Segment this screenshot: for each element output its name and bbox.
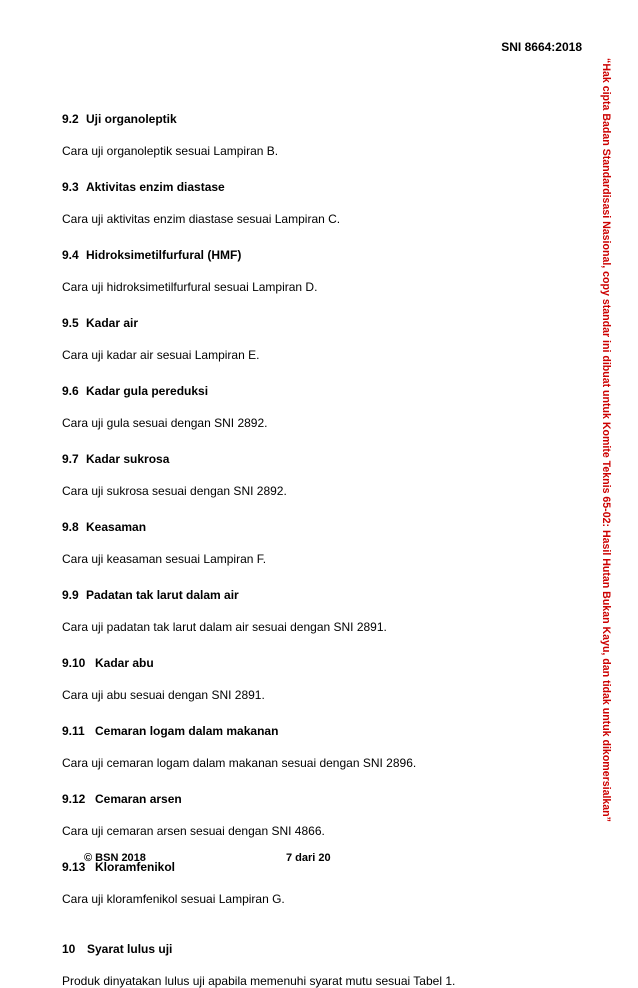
section-text: Cara uji padatan tak larut dalam air sesuai dengan SNI 2891. bbox=[62, 620, 387, 634]
section-title: Cemaran arsen bbox=[95, 792, 182, 806]
section-title: Kloramfenikol bbox=[95, 860, 176, 874]
section-number: 9.6 bbox=[62, 384, 79, 398]
section-heading bbox=[62, 588, 562, 602]
section-number: 9.5 bbox=[62, 316, 79, 330]
section-text: Cara uji aktivitas enzim diastase sesuai Lampiran C. bbox=[62, 212, 341, 226]
section-title: Kadar air bbox=[86, 316, 139, 330]
section-title: Syarat lulus uji bbox=[87, 942, 173, 956]
section-9-11 bbox=[62, 724, 562, 770]
section-number: 9.4 bbox=[62, 248, 79, 262]
section-text: Cara uji abu sesuai dengan SNI 2891. bbox=[62, 688, 265, 702]
section-number: 9.13 bbox=[62, 860, 86, 874]
section-text: Cara uji hidroksimetilfurfural sesuai Lampiran D. bbox=[62, 280, 318, 294]
section-text: Cara uji sukrosa sesuai dengan SNI 2892. bbox=[62, 484, 287, 498]
section-heading bbox=[62, 452, 562, 466]
section-title: Kadar gula pereduksi bbox=[86, 384, 209, 398]
section-number: 9.9 bbox=[62, 588, 79, 602]
section-title: Kadar abu bbox=[95, 656, 154, 670]
section-9-4 bbox=[62, 248, 562, 294]
section-title: Hidroksimetilfurfural (HMF) bbox=[86, 248, 242, 262]
section-9-10 bbox=[62, 656, 562, 702]
document-code: SNI 8664:2018 bbox=[501, 40, 582, 54]
section-number: 9.12 bbox=[62, 792, 86, 806]
section-text: Produk dinyatakan lulus uji apabila memenuhi syarat mutu sesuai Tabel 1. bbox=[62, 974, 456, 988]
section-text: Cara uji cemaran arsen sesuai dengan SNI 4866. bbox=[62, 824, 325, 838]
section-9-3 bbox=[62, 180, 562, 226]
section-heading bbox=[62, 942, 562, 956]
section-title: Uji organoleptik bbox=[86, 112, 177, 126]
section-heading bbox=[62, 724, 562, 738]
section-9-5 bbox=[62, 316, 562, 362]
section-title: Cemaran logam dalam makanan bbox=[95, 724, 279, 738]
section-title: Kadar sukrosa bbox=[86, 452, 170, 466]
section-text: Cara uji kadar air sesuai Lampiran E. bbox=[62, 348, 260, 362]
section-number: 9.11 bbox=[62, 724, 85, 738]
section-9-6 bbox=[62, 384, 562, 430]
section-heading bbox=[62, 180, 562, 194]
section-title: Aktivitas enzim diastase bbox=[86, 180, 225, 194]
section-9-13 bbox=[62, 860, 562, 906]
section-9-7 bbox=[62, 452, 562, 498]
section-text: Cara uji kloramfenikol sesuai Lampiran G. bbox=[62, 892, 285, 906]
section-heading bbox=[62, 656, 562, 670]
section-10 bbox=[62, 942, 562, 988]
section-number: 9.10 bbox=[62, 656, 86, 670]
section-number: 9.3 bbox=[62, 180, 79, 194]
section-heading bbox=[62, 112, 562, 126]
section-heading bbox=[62, 316, 562, 330]
section-number: 9.2 bbox=[62, 112, 79, 126]
section-heading bbox=[62, 248, 562, 262]
section-heading bbox=[62, 384, 562, 398]
section-heading bbox=[62, 792, 562, 806]
section-title: Keasaman bbox=[86, 520, 147, 534]
section-9-12 bbox=[62, 792, 562, 838]
section-number: 10 bbox=[62, 942, 76, 956]
copyright-side-notice-text: “Hak cipta Badan Standardisasi Nasional, copy standar ini dibuat untuk Komite Teknis 65-02: Hasil Hutan Bukan Kayu, dan tidak untuk dikomersialkan” bbox=[600, 58, 612, 822]
section-heading bbox=[62, 520, 562, 534]
section-9-2 bbox=[62, 112, 562, 158]
section-text: Cara uji gula sesuai dengan SNI 2892. bbox=[62, 416, 268, 430]
section-text: Cara uji keasaman sesuai Lampiran F. bbox=[62, 552, 267, 566]
section-title: Padatan tak larut dalam air bbox=[86, 588, 239, 602]
section-9-8 bbox=[62, 520, 562, 566]
footer-copyright: © BSN 2018 bbox=[84, 852, 146, 864]
section-text: Cara uji organoleptik sesuai Lampiran B. bbox=[62, 144, 279, 158]
section-number: 9.8 bbox=[62, 520, 79, 534]
section-text: Cara uji cemaran logam dalam makanan sesuai dengan SNI 2896. bbox=[62, 756, 417, 770]
section-9-9 bbox=[62, 588, 562, 634]
section-number: 9.7 bbox=[62, 452, 79, 466]
footer-page-number: 7 dari 20 bbox=[286, 852, 331, 864]
